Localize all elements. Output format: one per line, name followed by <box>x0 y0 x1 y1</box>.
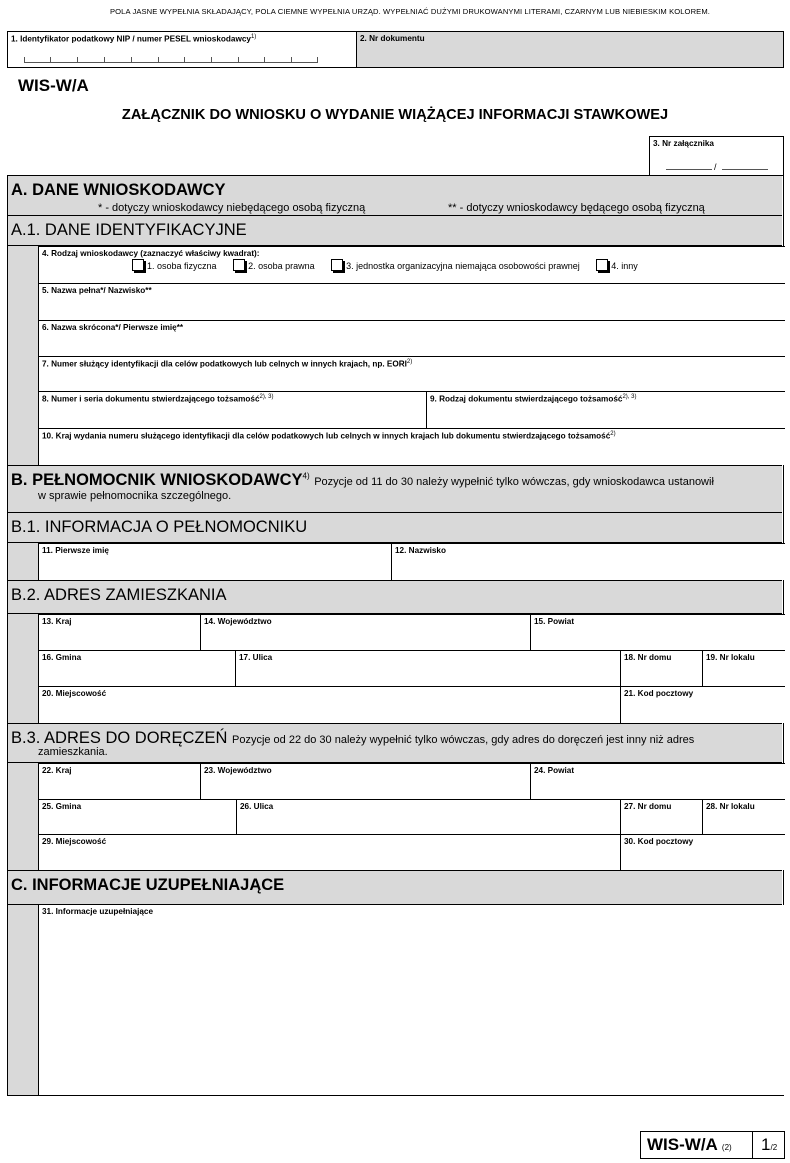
row-f20-f21 <box>39 686 785 723</box>
field-label: 20. Miejscowość <box>42 689 107 698</box>
row-f22-f24 <box>39 763 785 799</box>
section-b-header <box>8 465 782 513</box>
delivery-commune-field[interactable] <box>39 800 237 834</box>
footer-version: (2) <box>721 1143 732 1152</box>
margin-shade <box>8 614 38 723</box>
section-c-title: C. INFORMACJE UZUPEŁNIAJĄCE <box>11 876 285 894</box>
field-label: 18. Nr domu <box>624 653 672 662</box>
character-boxes <box>24 57 318 63</box>
total-pages: /2 <box>770 1143 778 1152</box>
checkbox[interactable] <box>233 259 245 271</box>
attachment-number-field[interactable] <box>649 136 784 176</box>
footnote-ref: 2), 3) <box>259 394 274 400</box>
id-document-number-label: 8. Numer i seria dokumentu stwierdzającego tożsamość <box>42 394 260 404</box>
section-b3-title: B.3. ADRES DO DORĘCZEŃ <box>11 729 228 747</box>
option-label: 4. inny <box>611 261 638 271</box>
checkbox[interactable] <box>132 259 144 271</box>
section-a-title: A. DANE WNIOSKODAWCY <box>11 181 226 199</box>
short-name-label: 6. Nazwa skrócona*/ Pierwsze imię** <box>42 323 184 332</box>
option-label: 1. osoba fizyczna <box>147 261 217 271</box>
delivery-voivodeship-field[interactable] <box>201 764 531 799</box>
section-b2-header <box>8 580 782 614</box>
field-label: 21. Kod pocztowy <box>624 689 694 698</box>
field-label: 23. Województwo <box>204 766 272 775</box>
issuing-country-field[interactable] <box>39 429 785 465</box>
attachment-box-1 <box>666 165 712 170</box>
field-label: 15. Powiat <box>534 617 575 626</box>
residence-city-field[interactable] <box>39 687 621 723</box>
short-name-field[interactable] <box>39 321 785 356</box>
nip-pesel-label: 1. Identyfikator podatkowy NIP / numer PESEL wnioskodawcy <box>11 34 251 44</box>
field-label: 14. Województwo <box>204 617 272 626</box>
footnote-ref: 2) <box>610 431 616 437</box>
field-label: 13. Kraj <box>42 617 72 626</box>
current-page: 1 <box>761 1135 771 1154</box>
id-document-number-field[interactable] <box>39 392 427 428</box>
applicant-type-field <box>39 247 785 284</box>
document-number-label: 2. Nr dokumentu <box>360 34 425 43</box>
residence-postal-code-field[interactable] <box>621 687 785 723</box>
delivery-house-number-field[interactable] <box>621 800 703 834</box>
row-f5 <box>39 283 785 320</box>
residence-country-field[interactable] <box>39 615 201 650</box>
field-label: 16. Gmina <box>42 653 82 662</box>
margin-shade <box>8 905 38 1095</box>
section-a1-header <box>8 216 782 246</box>
section-b3-note: Pozycje od 22 do 30 należy wypełnić tylko wówczas, gdy adres do doręczeń jest inny niż adres <box>231 734 695 746</box>
margin-shade <box>8 246 38 465</box>
section-b2-title: B.2. ADRES ZAMIESZKANIA <box>11 586 227 604</box>
section-b-title: B. PEŁNOMOCNIK WNIOSKODAWCY <box>11 471 303 489</box>
first-name-field[interactable] <box>39 544 392 580</box>
row-f16-f19 <box>39 650 785 686</box>
form-body <box>7 175 784 1096</box>
footnote-ref: 1) <box>250 34 257 40</box>
residence-street-field[interactable] <box>236 651 621 686</box>
field-label: 29. Miejscowość <box>42 837 107 846</box>
section-b3-note-2: zamieszkania. <box>38 746 108 758</box>
section-b3-grid <box>38 763 784 870</box>
residence-voivodeship-field[interactable] <box>201 615 531 650</box>
page-footer <box>640 1131 785 1159</box>
section-a-note-1: * - dotyczy wnioskodawcy niebędącego osobą fizyczną <box>98 202 366 214</box>
document-number-field <box>357 32 783 67</box>
row-f7 <box>39 356 785 391</box>
attachment-number-label: 3. Nr załącznika <box>653 139 714 148</box>
applicant-type-label: 4. Rodzaj wnioskodawcy (zaznaczyć właściwy kwadrat): <box>42 249 260 258</box>
section-b1-grid <box>38 543 784 580</box>
section-a1-grid <box>38 246 784 465</box>
section-b2-grid <box>38 614 784 723</box>
section-a1-title: A.1. DANE IDENTYFIKACYJNE <box>11 221 247 239</box>
delivery-apartment-field[interactable] <box>703 800 785 834</box>
page-number <box>753 1132 784 1158</box>
footnote-ref: 2), 3) <box>622 394 637 400</box>
row-f25-f28 <box>39 799 785 834</box>
footer-code: WIS-W/A <box>647 1135 718 1154</box>
delivery-city-field[interactable] <box>39 835 621 870</box>
full-name-label: 5. Nazwa pełna*/ Nazwisko** <box>42 286 152 295</box>
issuing-country-label: 10. Kraj wydania numeru służącego identyfikacji dla celów podatkowych lub celnych w innych krajach lub dokumentu stwierdzającego tożsamość <box>42 431 611 441</box>
id-document-type-field[interactable] <box>427 392 785 428</box>
last-name-label: 12. Nazwisko <box>395 546 446 555</box>
margin-shade <box>8 543 38 580</box>
additional-info-field[interactable] <box>39 905 785 1095</box>
field-label: 30. Kod pocztowy <box>624 837 694 846</box>
section-a-header <box>8 176 782 216</box>
applicant-type-options <box>39 259 785 271</box>
section-b1-title: B.1. INFORMACJA O PEŁNOMOCNIKU <box>11 518 308 536</box>
row-f4 <box>39 246 785 284</box>
delivery-county-field[interactable] <box>531 764 785 799</box>
instructions-note: POLA JASNE WYPEŁNIA SKŁADAJĄCY, POLA CIEMNE WYPEŁNIA URZĄD. WYPEŁNIAĆ DUŻYMI DRUKOWANYMI LITERAMI, CZARNYM LUB NIEBIESKIM KOLOREM. <box>110 7 710 16</box>
delivery-country-field[interactable] <box>39 764 201 799</box>
margin-shade <box>8 763 38 870</box>
footnote-ref: 2) <box>406 359 413 365</box>
additional-info-label: 31. Informacje uzupełniające <box>42 907 154 916</box>
form-code: WIS-W/A <box>18 76 89 95</box>
row-f11-f12 <box>39 543 785 580</box>
section-c-grid <box>38 905 784 1095</box>
section-b-note: Pozycje od 11 do 30 należy wypełnić tylko wówczas, gdy wnioskodawca ustanowił <box>314 476 714 488</box>
residence-house-number-field[interactable] <box>621 651 703 686</box>
section-b1-header <box>8 513 782 543</box>
field-label: 28. Nr lokalu <box>706 802 755 811</box>
option-organizational-unit[interactable] <box>331 261 580 271</box>
option-label: 2. osoba prawna <box>248 261 315 271</box>
row-f13-f15 <box>39 614 785 650</box>
residence-commune-field[interactable] <box>39 651 236 686</box>
section-c-header <box>8 870 782 905</box>
checkbox[interactable] <box>331 259 343 271</box>
row-f29-f30 <box>39 834 785 870</box>
form-title: ZAŁĄCZNIK DO WNIOSKU O WYDANIE WIĄŻĄCEJ INFORMACJI STAWKOWEJ <box>121 107 669 123</box>
row-f8-f9 <box>39 391 785 428</box>
option-other[interactable] <box>596 261 638 271</box>
eori-label: 7. Numer służący identyfikacji dla celów podatkowych lub celnych w innych krajach, np. EORI <box>42 359 407 369</box>
field-label: 17. Ulica <box>239 653 273 662</box>
first-name-label: 11. Pierwsze imię <box>42 546 109 555</box>
delivery-street-field[interactable] <box>237 800 621 834</box>
option-natural-person[interactable] <box>132 261 217 271</box>
delivery-postal-code-field[interactable] <box>621 835 785 870</box>
section-b-note-2: w sprawie pełnomocnika szczególnego. <box>38 490 232 502</box>
field-label: 19. Nr lokalu <box>706 653 755 662</box>
attachment-slash: / <box>714 162 717 172</box>
option-label: 3. jednostka organizacyjna niemająca osobowości prawnej <box>346 261 580 271</box>
field-label: 22. Kraj <box>42 766 72 775</box>
residence-county-field[interactable] <box>531 615 785 650</box>
row-f6 <box>39 320 785 356</box>
row-f31 <box>39 905 785 1095</box>
option-legal-person[interactable] <box>233 261 315 271</box>
last-name-field[interactable] <box>392 544 785 580</box>
section-b3-header <box>8 723 782 763</box>
field-label: 24. Powiat <box>534 766 575 775</box>
field-label: 25. Gmina <box>42 802 82 811</box>
row-f10 <box>39 428 785 465</box>
full-name-field[interactable] <box>39 284 785 320</box>
eori-field[interactable] <box>39 357 785 391</box>
attachment-box-2 <box>722 165 768 170</box>
id-document-type-label: 9. Rodzaj dokumentu stwierdzającego tożsamość <box>430 394 623 404</box>
residence-apartment-field[interactable] <box>703 651 785 686</box>
nip-pesel-field[interactable] <box>8 32 357 67</box>
footnote-ref: 4) <box>302 471 310 481</box>
footer-form-code <box>641 1132 753 1158</box>
field-label: 26. Ulica <box>240 802 274 811</box>
field-label: 27. Nr domu <box>624 802 672 811</box>
checkbox[interactable] <box>596 259 608 271</box>
section-a-note-2: ** - dotyczy wnioskodawcy będącego osobą fizyczną <box>448 202 705 214</box>
header-fields <box>7 31 784 68</box>
